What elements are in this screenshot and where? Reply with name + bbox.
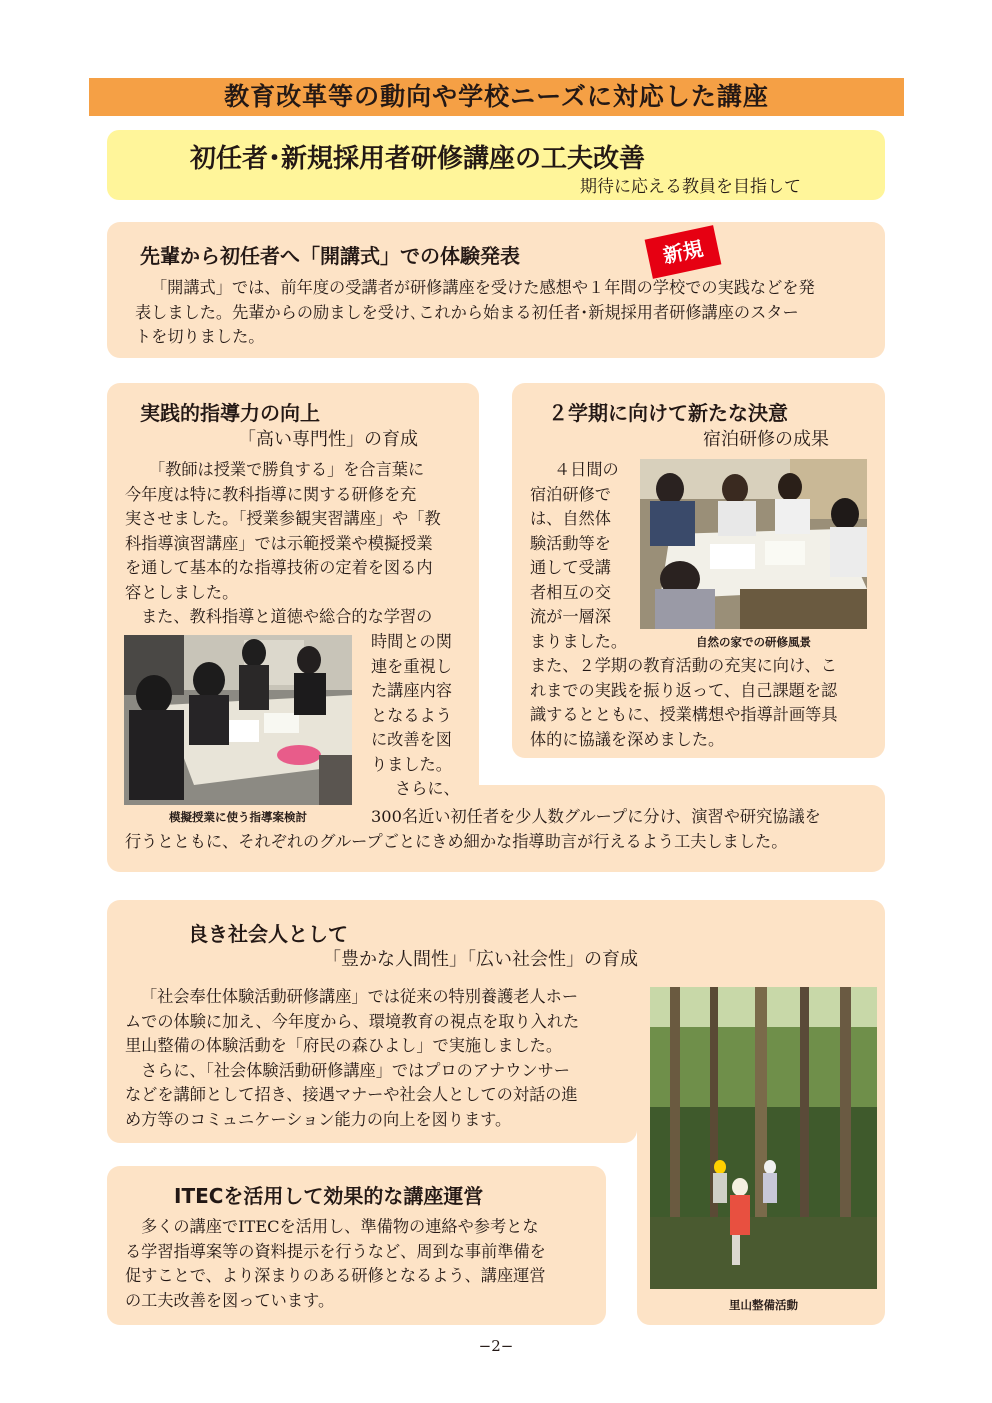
text-line: の工夫改善を図っています。 bbox=[125, 1290, 335, 1310]
opening-ceremony-title: 先輩から初任者へ「開講式」での体験発表 bbox=[140, 244, 520, 268]
main-title-box bbox=[107, 130, 885, 200]
text-line: 容としました。 bbox=[125, 582, 239, 602]
text-line: 「教師は授業で勝負する」を合言葉に bbox=[149, 460, 425, 479]
second-term-subtitle: 宿泊研修の成果 bbox=[703, 429, 829, 450]
good-citizen-subtitle: 「豊かな人間性」「広い社会性」の育成 bbox=[323, 949, 638, 970]
satoyama-caption: 里山整備活動 bbox=[729, 1298, 798, 1312]
text-line: 識するとともに、授業構想や指導計画等具 bbox=[530, 705, 838, 724]
text-line: た講座内容 bbox=[371, 681, 452, 700]
section-banner: 教育改革等の動向や学校ニーズに対応した講座 bbox=[89, 78, 904, 116]
text-line: まりました。 bbox=[530, 631, 628, 651]
page-number: −2− bbox=[478, 1337, 514, 1355]
practical-teaching-subtitle: 「高い専門性」の育成 bbox=[238, 429, 418, 450]
good-citizen-title: 良き社会人として bbox=[188, 922, 348, 946]
text-line: に改善を図 bbox=[371, 730, 452, 749]
text-line: 促すことで、より深まりのある研修となるよう、講座運営 bbox=[125, 1266, 546, 1285]
practical-teaching-text-side bbox=[371, 630, 460, 802]
second-term-text-side bbox=[530, 458, 627, 654]
opening-ceremony-text bbox=[135, 276, 815, 350]
good-citizen-text bbox=[125, 985, 579, 1132]
second-term-text-bottom bbox=[530, 654, 838, 752]
text-line: 実させました。「授業参観実習講座」や「教 bbox=[125, 509, 441, 528]
satoyama-illustration bbox=[650, 987, 877, 1289]
text-line: ４日間の bbox=[554, 460, 619, 479]
text-line: 里山整備の体験活動を「府民の森ひよし」で実施しました。 bbox=[125, 1036, 563, 1055]
text-line: 「社会奉仕体験活動研修講座」では従来の特別養護老人ホー bbox=[141, 987, 579, 1006]
text-line: りました。 bbox=[371, 754, 452, 774]
text-line: 者相互の交 bbox=[530, 582, 611, 602]
text-line: 行うとともに、それぞれのグループごとにきめ細かな指導助言が行えるよう工夫しました。 bbox=[125, 831, 788, 851]
text-line: 通して受講 bbox=[530, 558, 611, 577]
text-line: 流が一層深 bbox=[530, 607, 611, 626]
text-line: また、２学期の教育活動の充実に向け、こ bbox=[530, 656, 837, 675]
text-line: 300名近い初任者を少人数グループに分け、演習や研究協議を bbox=[371, 807, 821, 826]
text-line: 連を重視し bbox=[371, 656, 452, 676]
second-term-title: ２学期に向けて新たな決意 bbox=[548, 401, 788, 425]
mock-lesson-illustration bbox=[124, 635, 352, 805]
main-subtitle: 期待に応える教員を目指して bbox=[580, 177, 801, 197]
text-line: め方等のコミュニケーション能力の向上を図ります。 bbox=[125, 1109, 512, 1129]
text-line: ムでの体験に加え、今年度から、環境教育の視点を取り入れた bbox=[125, 1011, 580, 1031]
text-line: れまでの実践を振り返って、自己課題を認 bbox=[530, 680, 838, 700]
text-line: トを切りました。 bbox=[135, 327, 265, 346]
text-line: 宿泊研修で bbox=[530, 484, 611, 504]
nature-house-caption: 自然の家での研修風景 bbox=[696, 635, 811, 649]
itec-title: ITECを活用して効果的な講座運営 bbox=[174, 1184, 484, 1208]
text-line: さらに、 bbox=[395, 779, 460, 798]
text-line: さらに、「社会体験活動研修講座」ではプロのアナウンサー bbox=[141, 1060, 570, 1080]
text-line: 今年度は特に教科指導に関する研修を充 bbox=[125, 484, 417, 504]
text-line: 「開講式」では、前年度の受講者が研修講座を受けた感想や１年間の学校での実践などを発 bbox=[151, 278, 815, 297]
text-line: 体的に協議を深めました。 bbox=[530, 729, 725, 749]
practical-teaching-text-top bbox=[125, 458, 441, 630]
practical-teaching-text-bottom bbox=[125, 805, 821, 854]
text-line: また、教科指導と道徳や総合的な学習の bbox=[141, 607, 433, 626]
text-line: る学習指導案等の資料提示を行うなど、周到な事前準備を bbox=[125, 1241, 546, 1261]
mock-lesson-photo bbox=[124, 635, 352, 805]
mock-lesson-caption: 模擬授業に使う指導案検討 bbox=[169, 810, 307, 824]
new-badge: 新規 bbox=[645, 225, 722, 279]
text-line: 表しました。先輩からの励ましを受け､これから始まる初任者･新規採用者研修講座のスター bbox=[135, 302, 799, 322]
nature-house-photo bbox=[640, 459, 867, 629]
text-line: は、自然体 bbox=[530, 509, 611, 528]
practical-teaching-title: 実践的指導力の向上 bbox=[140, 401, 320, 425]
satoyama-photo bbox=[650, 987, 877, 1289]
text-line: 多くの講座でITECを活用し、準備物の連絡や参考とな bbox=[141, 1217, 539, 1236]
text-line: 時間との関 bbox=[371, 632, 452, 651]
text-line: 験活動等を bbox=[530, 533, 611, 553]
text-line: となるよう bbox=[371, 705, 452, 725]
main-title: 初任者･新規採用者研修講座の工夫改善 bbox=[190, 144, 646, 174]
text-line: を通して基本的な指導技術の定着を図る内 bbox=[125, 558, 433, 577]
text-line: などを講師として招き、接遇マナーや社会人としての対話の進 bbox=[125, 1085, 578, 1104]
itec-text bbox=[125, 1215, 546, 1313]
text-line: 科指導演習講座」では示範授業や模擬授業 bbox=[125, 533, 433, 553]
nature-house-illustration bbox=[640, 459, 867, 629]
